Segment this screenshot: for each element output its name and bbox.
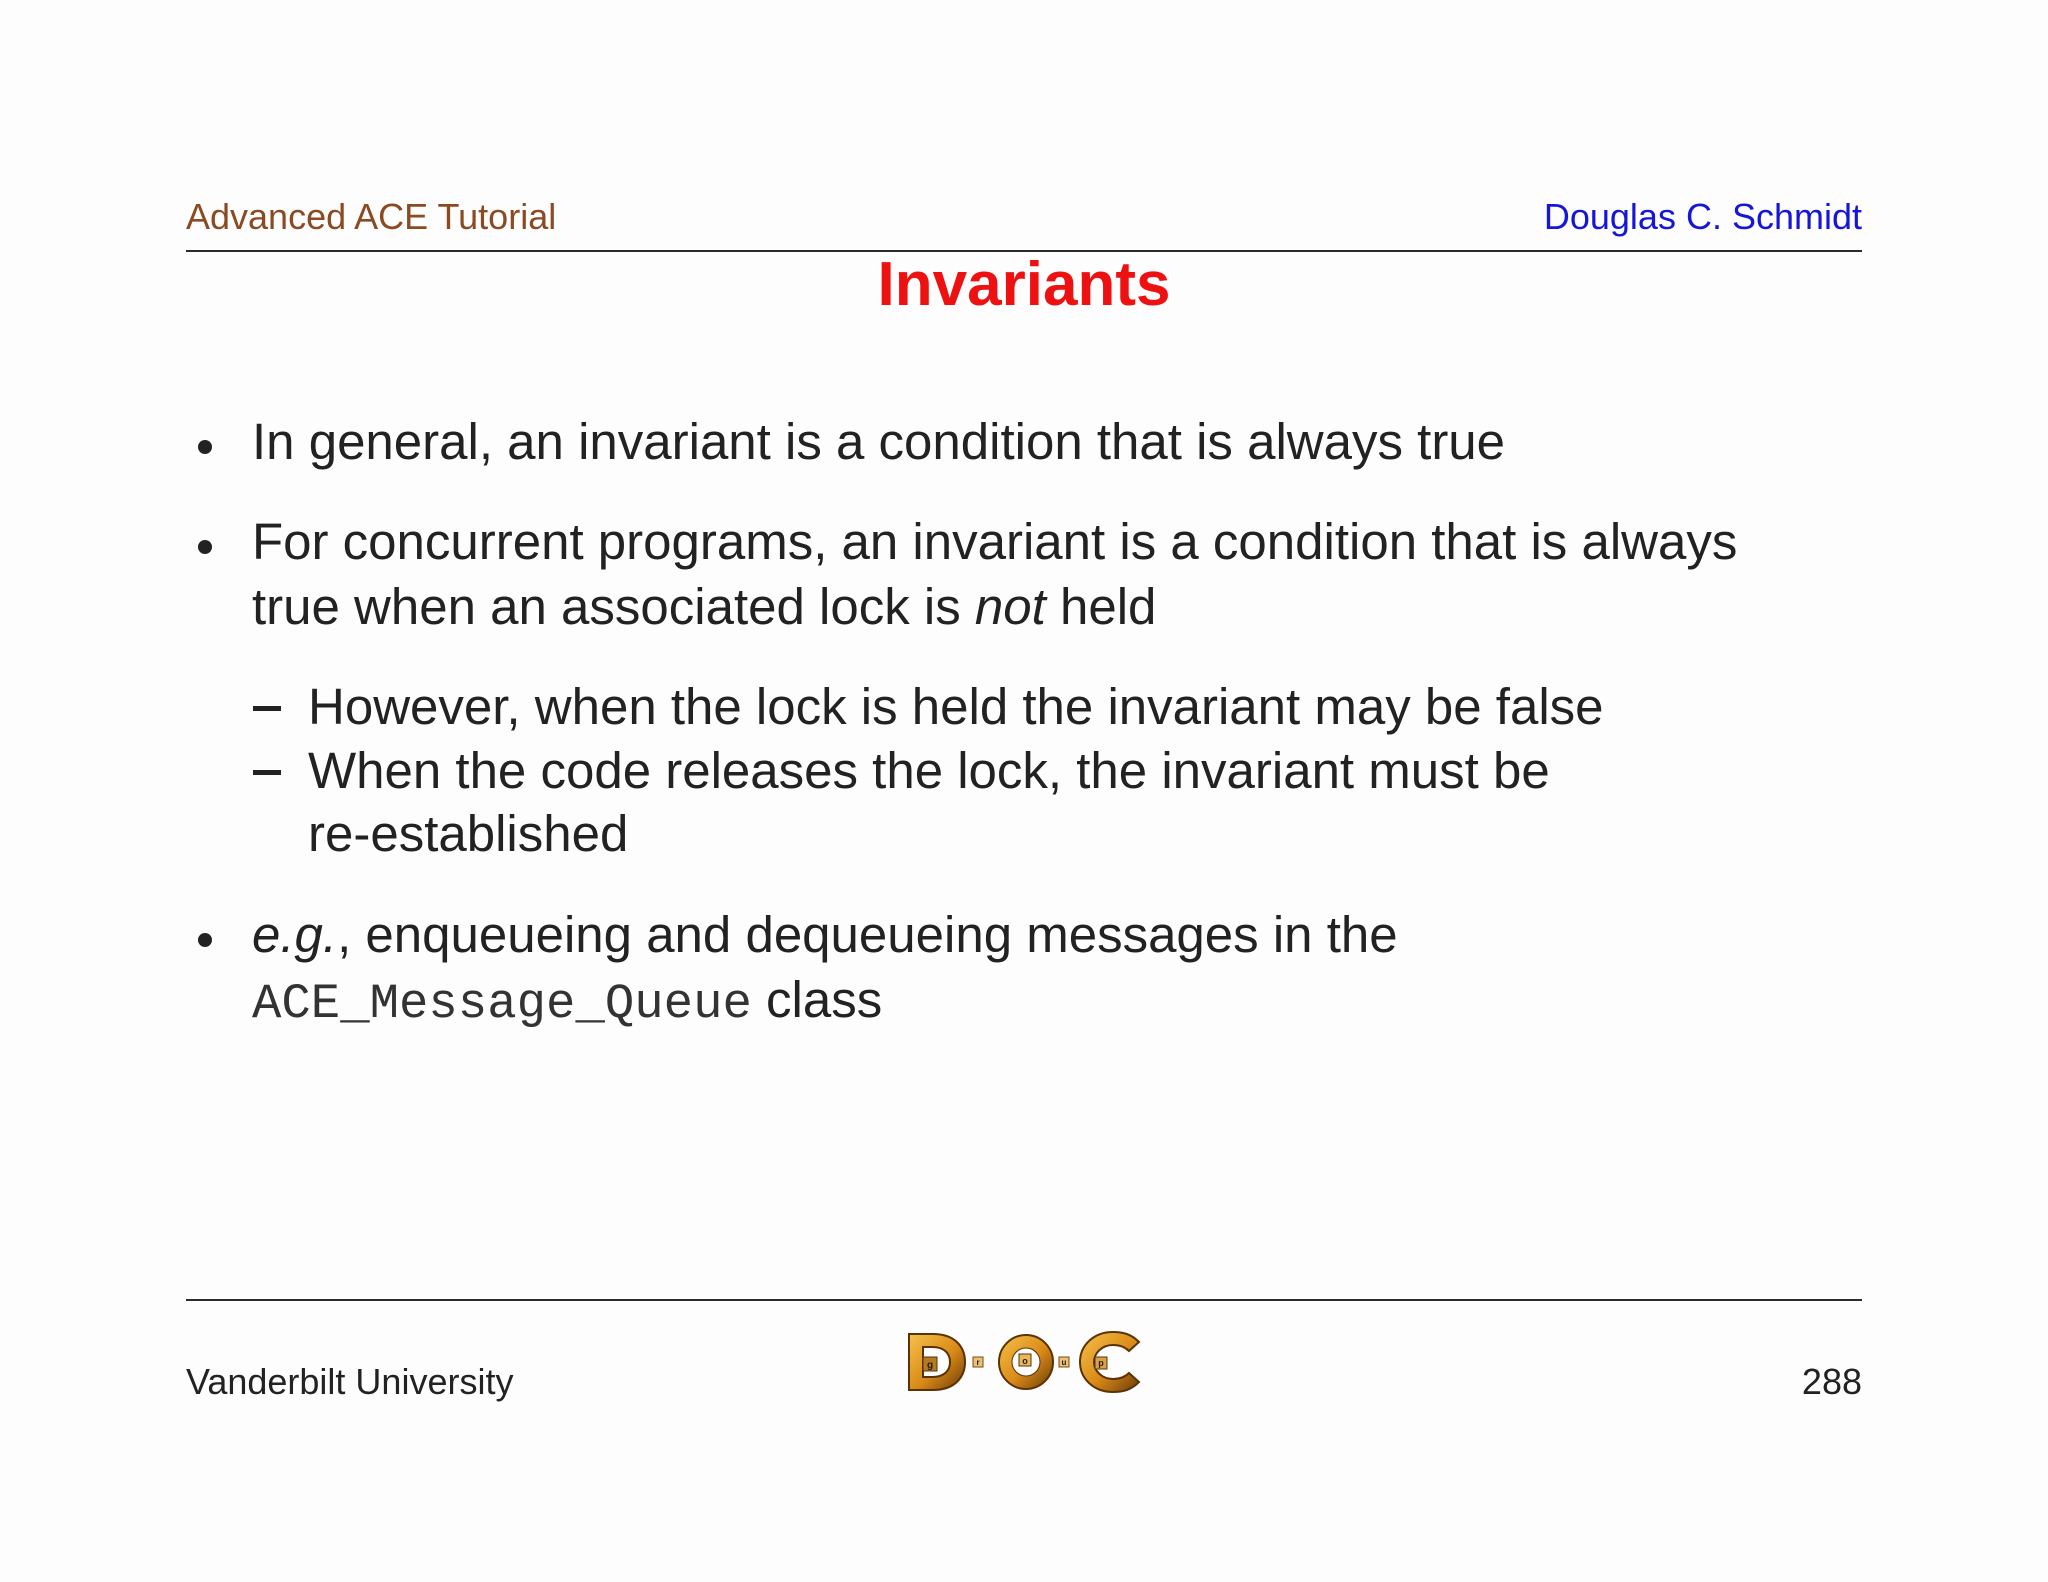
logo-c-letter <box>1080 1332 1139 1392</box>
sub-bullet-text: re-established <box>308 805 629 862</box>
sub-bullet-text: When the code releases the lock, the invariant must be <box>308 742 1550 799</box>
header-author: Douglas C. Schmidt <box>1543 196 1862 237</box>
logo-small-letter: p <box>1098 1358 1104 1368</box>
bullet-marker <box>198 933 212 947</box>
logo-d-letter <box>909 1334 965 1390</box>
sub-bullet-marker <box>253 706 281 711</box>
emphasis-text: not <box>974 578 1046 635</box>
doc-group-logo <box>903 1328 1149 1396</box>
logo-o-letter <box>999 1335 1053 1389</box>
logo-small-letter: u <box>1061 1358 1067 1367</box>
bullet-text <box>252 578 1157 635</box>
sub-bullet-marker <box>253 770 281 775</box>
logo-small-letter: g <box>926 1360 934 1371</box>
emphasis-text: e.g. <box>252 906 338 963</box>
bullet-text <box>252 971 883 1032</box>
footer-divider <box>186 1299 1862 1301</box>
bullet-text: For concurrent programs, an invariant is a condition that is always <box>252 513 1738 570</box>
page-number: 288 <box>1801 1361 1862 1402</box>
sub-bullet-text: However, when the lock is held the invariant may be false <box>308 678 1604 735</box>
footer-institution: Vanderbilt University <box>186 1361 514 1402</box>
text-segment: , enqueueing and dequeueing messages in the <box>337 906 1398 963</box>
bullet-text: In general, an invariant is a condition that is always true <box>252 413 1506 470</box>
text-segment: true when an associated lock is <box>252 578 975 635</box>
bullet-marker <box>198 440 212 454</box>
bullet-text <box>252 906 1398 963</box>
code-identifier: ACE_Message_Queue <box>252 976 752 1032</box>
slide-title: Invariants <box>877 250 1171 319</box>
logo-small-letter: r <box>976 1358 980 1367</box>
bullet-marker <box>198 540 212 554</box>
logo-small-letter: o <box>1022 1356 1028 1366</box>
text-segment: held <box>1045 578 1157 635</box>
text-segment: class <box>751 971 883 1028</box>
header-course-title: Advanced ACE Tutorial <box>186 196 557 237</box>
